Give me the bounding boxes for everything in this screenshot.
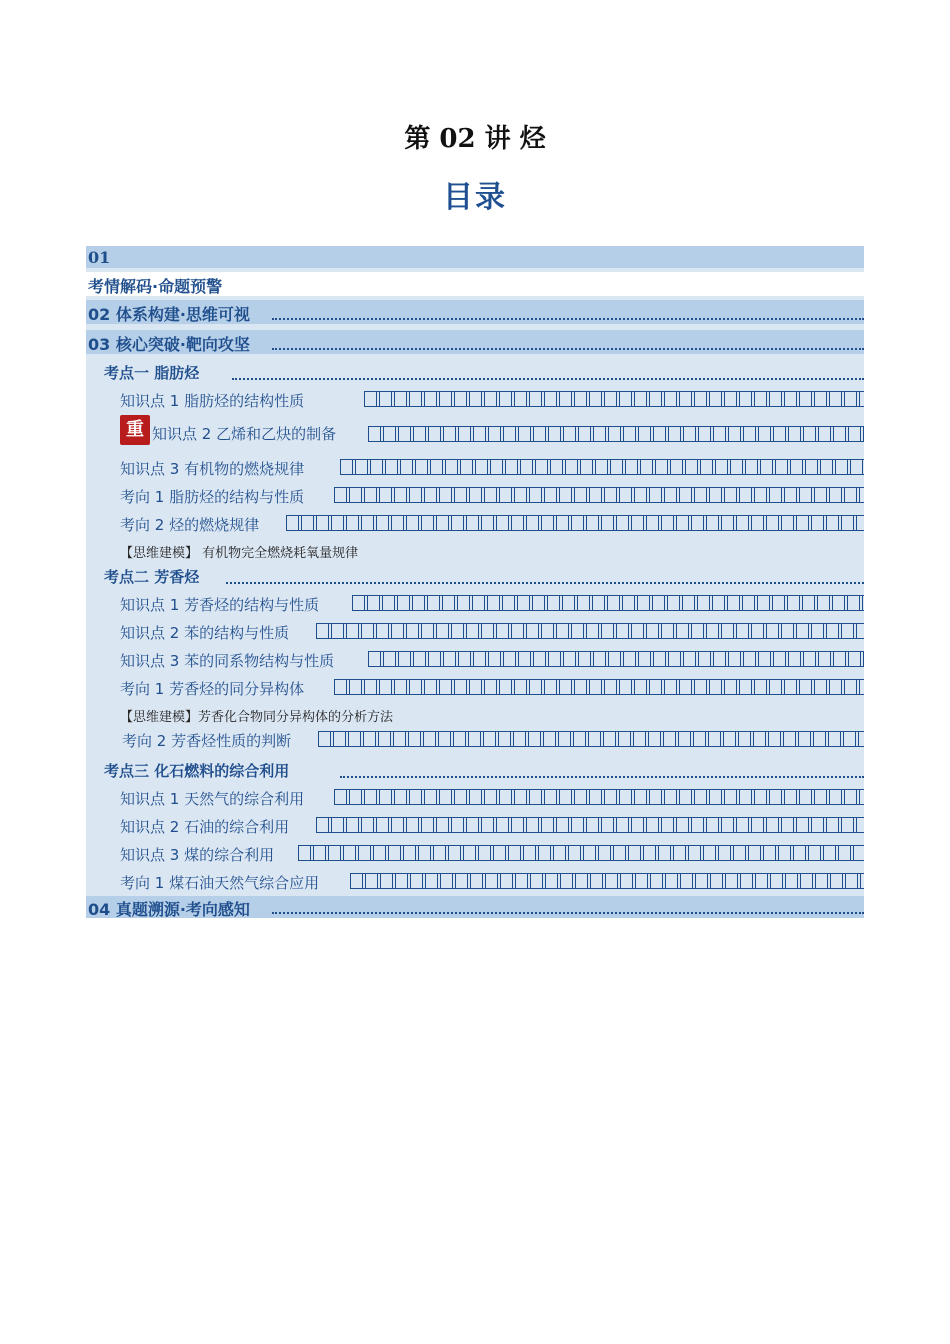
placeholder-glyphs — [334, 679, 864, 695]
dot-leader — [226, 564, 864, 584]
item-label: 考向 1 芳香烃的同分异构体 — [120, 680, 305, 698]
toc-point-2[interactable] — [86, 564, 864, 588]
placeholder-glyphs — [298, 845, 864, 861]
toc-point-3[interactable] — [86, 758, 864, 782]
placeholder-glyphs — [316, 623, 864, 639]
item-label: 知识点 1 天然气的综合利用 — [120, 790, 305, 808]
placeholder-glyphs — [364, 391, 864, 407]
item-label: 知识点 1 脂肪烃的结构性质 — [120, 392, 305, 410]
toc-item[interactable] — [86, 728, 864, 752]
placeholder-glyphs — [340, 459, 864, 475]
toc-item[interactable] — [86, 418, 864, 448]
dot-leader — [272, 330, 864, 350]
placeholder-glyphs — [334, 487, 864, 503]
item-label: 知识点 3 有机物的燃烧规律 — [120, 460, 305, 478]
dot-leader — [340, 758, 864, 778]
point-title: 考点三 化石燃料的综合利用 — [104, 762, 290, 780]
placeholder-glyphs — [316, 817, 864, 833]
toc-heading: 目录 — [443, 180, 507, 215]
toc-item[interactable] — [86, 870, 864, 894]
placeholder-glyphs — [368, 651, 864, 667]
item-label: 知识点 3 苯的同系物结构与性质 — [120, 652, 335, 670]
placeholder-glyphs — [318, 731, 864, 747]
toc-item[interactable] — [86, 786, 864, 810]
toc-item[interactable] — [86, 620, 864, 644]
item-label: 考向 1 脂肪烃的结构与性质 — [120, 488, 305, 506]
model-note: 【思维建模】芳香化合物同分异构体的分析方法 — [120, 710, 394, 725]
dot-leader — [272, 300, 864, 320]
toc-model-note[interactable] — [86, 538, 864, 562]
item-label: 考向 2 烃的燃烧规律 — [120, 516, 260, 534]
page-title: 第 02 讲 烃 — [404, 124, 546, 154]
section-title: 02 体系构建·思维可视 — [88, 305, 250, 324]
table-of-contents — [86, 246, 864, 918]
item-label: 知识点 2 苯的结构与性质 — [120, 624, 290, 642]
placeholder-glyphs — [286, 515, 864, 531]
toc-item[interactable] — [86, 456, 864, 480]
toc-item[interactable] — [86, 676, 864, 700]
toc-section-03[interactable] — [86, 330, 864, 354]
section-title: 考情解码·命题预警 — [88, 277, 223, 296]
toc-item[interactable] — [86, 814, 864, 838]
toc-item[interactable] — [86, 388, 864, 412]
item-label: 考向 1 煤石油天然气综合应用 — [120, 874, 320, 892]
point-title: 考点二 芳香烃 — [104, 568, 200, 586]
placeholder-glyphs — [334, 789, 864, 805]
placeholder-glyphs — [352, 595, 864, 611]
dot-leader — [272, 896, 864, 914]
section-title: 04 真题溯源·考向感知 — [88, 900, 250, 918]
toc-section-01-title[interactable] — [86, 272, 864, 296]
item-label: 知识点 2 石油的综合利用 — [120, 818, 290, 836]
toc-section-04[interactable] — [86, 896, 864, 918]
toc-section-02[interactable] — [86, 300, 864, 324]
toc-item[interactable] — [86, 842, 864, 866]
item-label: 考向 2 芳香烃性质的判断 — [122, 732, 292, 750]
toc-item[interactable] — [86, 648, 864, 672]
placeholder-glyphs — [368, 426, 864, 442]
toc-item[interactable] — [86, 484, 864, 508]
toc-item[interactable] — [86, 512, 864, 536]
model-note: 【思维建模】 有机物完全燃烧耗氧量规律 — [120, 546, 359, 561]
item-label: 知识点 2 乙烯和乙炔的制备 — [152, 425, 337, 443]
item-label: 知识点 3 煤的综合利用 — [120, 846, 275, 864]
dot-leader — [232, 360, 864, 380]
item-label: 知识点 1 芳香烃的结构与性质 — [120, 596, 320, 614]
toc-item[interactable] — [86, 592, 864, 616]
point-title: 考点一 脂肪烃 — [104, 364, 200, 382]
toc-point-1[interactable] — [86, 360, 864, 384]
toc-section-01[interactable] — [86, 246, 864, 268]
toc-model-note[interactable] — [86, 702, 864, 726]
section-number: 01 — [88, 248, 111, 267]
section-title: 03 核心突破·靶向攻坚 — [88, 335, 250, 354]
placeholder-glyphs — [350, 873, 864, 889]
key-point-badge: 重 — [120, 415, 150, 445]
